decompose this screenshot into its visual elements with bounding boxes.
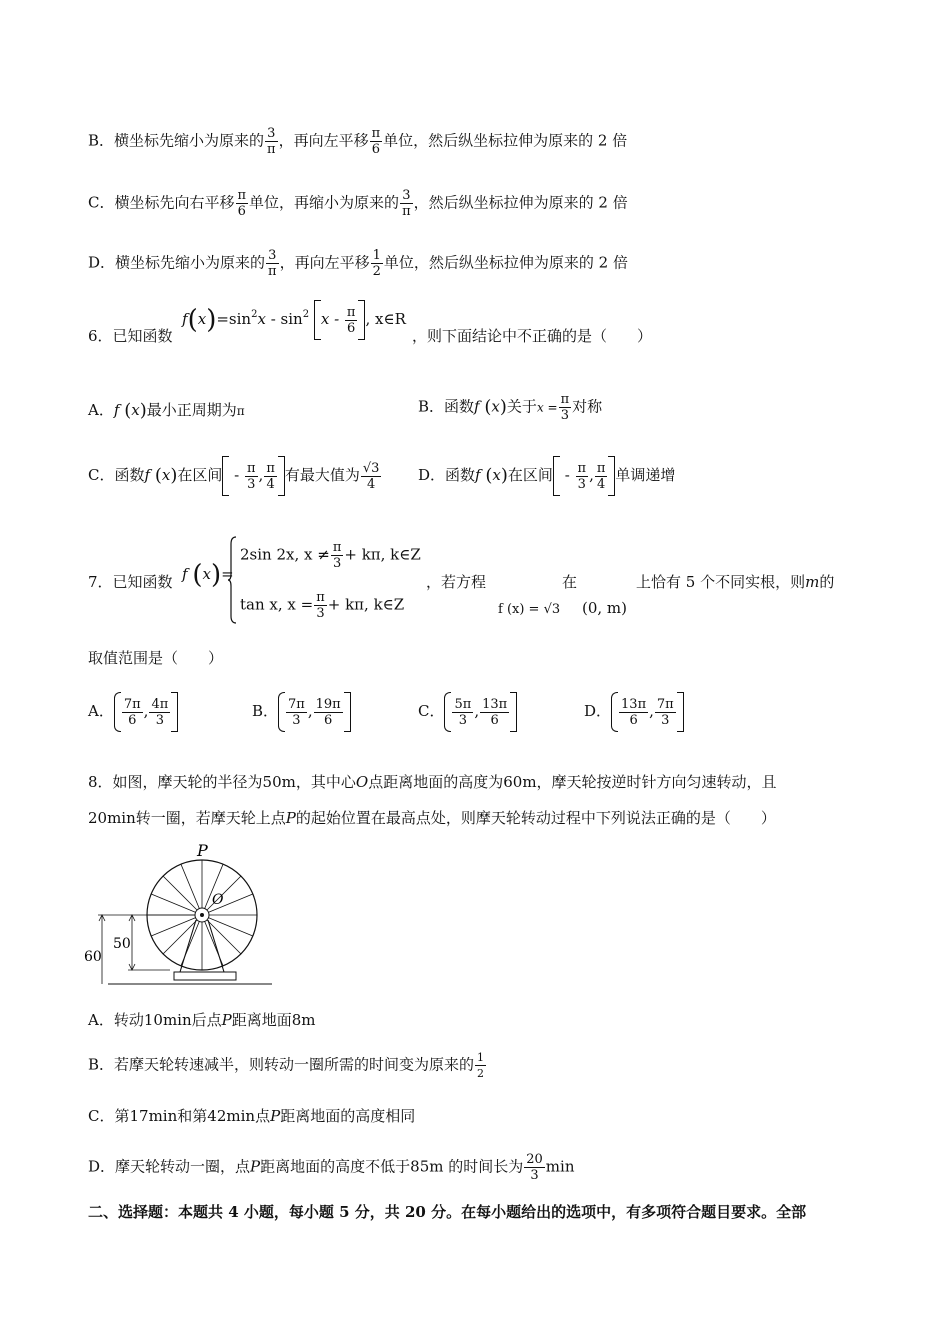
q6-stem-suffix: ，则下面结论中不正确的是（ ）	[412, 327, 653, 345]
q7-line2: 取值范围是（ ）	[88, 649, 224, 667]
q7-option-b: B． $\frac{7\pi}{3}$ , $\frac{19\pi}{6}$	[252, 692, 351, 732]
q7-fx: f (x)=	[182, 560, 234, 590]
label-50: 50	[113, 936, 131, 952]
label-O: O	[212, 892, 224, 908]
section-2-title: 二、选择题：本题共 4 小题，每小题 5 分，共 20 分。在每小题给出的选项中，有多项符合题目要求。全部	[88, 1203, 807, 1221]
q7-t1: ，若方程	[426, 573, 487, 591]
wheel-base	[174, 972, 236, 980]
q7-interval: (0, m)	[582, 599, 628, 617]
q7-option-a: A． $\frac{7\pi}{6}$ , $\frac{4\pi}{3}$	[88, 692, 178, 732]
q7-option-c: C． $\frac{5\pi}{3}$ , $\frac{13\pi}{6}$	[418, 692, 517, 732]
q7-equation: f (x) = √3	[498, 602, 561, 617]
q8-option-a: A．转动10min后点P距离地面8m	[88, 1011, 316, 1029]
q6-stem-prefix: 6．已知函数	[88, 327, 173, 345]
wheel-spoke	[163, 876, 202, 915]
q7-case-1: 2sin 2x, x ≠ $\frac{\pi}{3}$ + kπ, k∈Z	[240, 540, 421, 571]
q7-stem-prefix: 7．已知函数	[88, 573, 173, 591]
q8-option-c: C．第17min和第42min点P距离地面的高度相同	[88, 1107, 416, 1125]
q7-option-d: D． $\frac{13\pi}{6}$ , $\frac{7\pi}{3}$	[584, 692, 684, 732]
q6-function-def: $f(x)=\sin^2x - \sin^2 x$ - $\frac{\pi}{6}$ , x∈R	[182, 300, 406, 340]
q7-t2: 在	[562, 573, 578, 591]
q5-option-b: B．横坐标先缩小为原来的 $\frac{3}{\pi}$ ，再向左平移 $\frac{\pi}{6}$ 单位，然后纵坐标拉伸为原来的 2 倍	[88, 126, 628, 157]
q8-option-d: D．摩天轮转动一圈，点P距离地面的高度不低于85m 的时间长为 $\frac{20}{3}$ min	[88, 1152, 575, 1183]
q6-option-a: A．f (x)最小正周期为π	[88, 400, 245, 421]
q8-line1: 8．如图，摩天轮的半径为50m，其中心O点距离地面的高度为60m，摩天轮按逆时针方向匀速转动，且	[88, 773, 777, 791]
q7-t3: 上恰有 5 个不同实根，则m的	[636, 573, 835, 591]
q7-case-2: tan x, x = $\frac{\pi}{3}$ + kπ, k∈Z	[240, 590, 405, 621]
q7-brace-path	[228, 537, 236, 623]
ferris-wheel-figure	[80, 838, 280, 996]
label-60: 60	[84, 949, 102, 965]
q6-option-c: C．函数f (x)在区间 - $\frac{\pi}{3}$ , $\frac{\pi}{4}$ 有最大值为 $\frac{√3}{4}$	[88, 456, 382, 496]
q5-option-d: D．横坐标先缩小为原来的 $\frac{3}{\pi}$ ，再向左平移 $\frac{1}{2}$ 单位，然后纵坐标拉伸为原来的 2 倍	[88, 248, 628, 279]
q8-option-b: B．若摩天轮转速减半，则转动一圈所需的时间变为原来的 $\frac{1}{2}$	[88, 1051, 485, 1080]
q6-option-b: B．函数f (x)关于x = $\frac{\pi}{3}$ 对称	[418, 392, 603, 423]
q7-brace	[228, 536, 238, 624]
q5-option-c: C．横坐标先向右平移 $\frac{\pi}{6}$ 单位，再缩小为原来的 $\frac{3}{\pi}$ ，然后纵坐标拉伸为原来的 2 倍	[88, 188, 628, 219]
wheel-hub-center	[200, 913, 204, 917]
label-P: P	[197, 841, 208, 860]
q8-line2: 20min转一圈，若摩天轮上点P的起始位置在最高点处，则摩天轮转动过程中下列说法正确的是（ ）	[88, 809, 776, 827]
q6-option-d: D．函数f (x)在区间 - $\frac{\pi}{3}$ , $\frac{\pi}{4}$ 单调递增	[418, 456, 675, 496]
